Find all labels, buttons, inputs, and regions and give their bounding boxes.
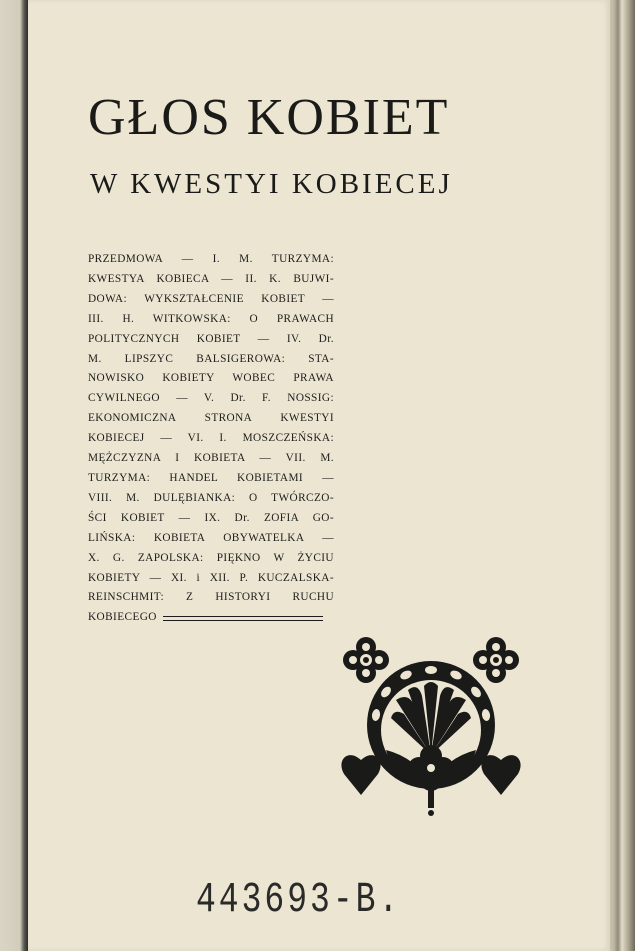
contents-line: KOBIETY — XI. i XII. P. KUCZALSKA- — [88, 571, 334, 584]
contents-line: REINSCHMIT: Z HISTORYI RUCHU — [88, 591, 334, 604]
contents-line: VIII. M. DULĘBIANKA: O TWÓRCZO- — [88, 491, 334, 504]
page-edges-right — [610, 0, 635, 951]
contents-line-final — [88, 608, 334, 628]
contents-line: III. H. WITKOWSKA: O PRAWACH — [88, 312, 334, 325]
book-subtitle: W KWESTYI KOBIECEJ — [90, 168, 453, 200]
contents-line: POLITYCZNYCH KOBIET — IV. Dr. — [88, 332, 334, 345]
contents-line: CYWILNEGO — V. Dr. F. NOSSIG: — [88, 392, 334, 405]
contents-line: TURZYMA: HANDEL KOBIETAMI — — [88, 471, 334, 484]
contents-line: NOWISKO KOBIETY WOBEC PRAWA — [88, 372, 334, 385]
table-of-contents — [88, 250, 334, 628]
contents-line-text: KOBIECEGO — [88, 611, 157, 624]
contents-line: DOWA: WYKSZTAŁCENIE KOBIET — — [88, 292, 334, 305]
folk-flower-ornament-icon — [336, 630, 526, 830]
contents-line: LIŃSKA: KOBIETA OBYWATELKA — — [88, 531, 334, 544]
book-title: GŁOS KOBIET — [88, 89, 450, 146]
double-rule-divider — [163, 616, 323, 621]
contents-line: EKONOMICZNA STRONA KWESTYI — [88, 412, 334, 425]
contents-line: KWESTYA KOBIECA — II. K. BUJWI- — [88, 272, 334, 285]
contents-line: M. LIPSZYC BALSIGEROWA: STA- — [88, 352, 334, 365]
contents-line: PRZEDMOWA — I. M. TURZYMA: — [88, 253, 334, 265]
contents-line: ŚCI KOBIET — IX. Dr. ZOFIA GO- — [88, 511, 334, 524]
contents-line: X. G. ZAPOLSKA: PIĘKNO W ŻYCIU — [88, 551, 334, 564]
contents-line: KOBIECEJ — VI. I. MOSZCZEŃSKA: — [88, 432, 334, 445]
contents-line: MĘŻCZYZNA I KOBIETA — VII. M. — [88, 452, 334, 465]
library-call-number-stamp: 443693-B. — [196, 876, 402, 925]
binding-left-edge — [0, 0, 28, 951]
